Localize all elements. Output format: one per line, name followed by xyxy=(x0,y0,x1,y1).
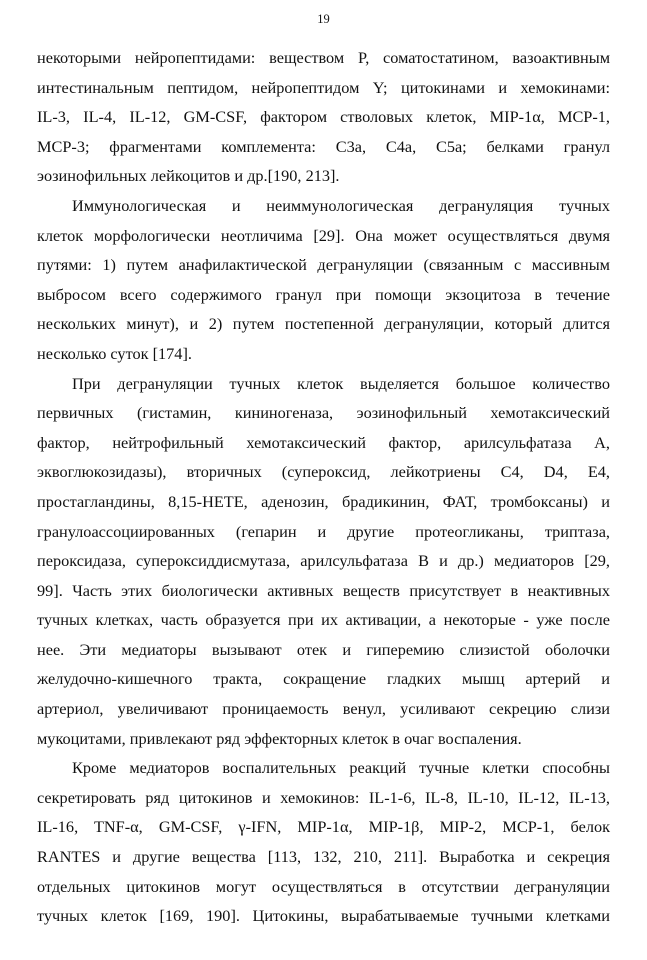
text-line: гранулоассоциированных (гепарин и другие протеогликаны, триптаза, xyxy=(37,521,610,541)
text-line: несколько суток [174]. xyxy=(37,343,192,363)
text-line: желудочно-кишечного тракта, сокращение гладких мышц артерий и xyxy=(37,669,610,689)
paragraph xyxy=(37,191,610,369)
text-line: тучных клетках, часть образуется при их активации, а некоторые - уже после xyxy=(37,610,610,630)
text-line: отдельных цитокинов могут осуществляться в отсутствии дегрануляции xyxy=(37,876,610,896)
text-line: мукоцитами, привлекают ряд эффекторных клеток в очаг воспаления. xyxy=(37,728,522,748)
text-line: нескольких минут), и 2) путем постепенной дегрануляции, который длится xyxy=(37,314,610,334)
text-line: эквоглюкозидазы), вторичных (супероксид, лейкотриены С4, D4, E4, xyxy=(37,462,610,482)
paragraph xyxy=(37,43,610,191)
text-line: выбросом всего содержимого гранул при помощи экзоцитоза в течение xyxy=(37,284,610,304)
text-line: При дегрануляции тучных клеток выделяется большое количество xyxy=(72,373,610,393)
text-line: клеток морфологически неотличима [29]. Она может осуществляться двумя xyxy=(37,225,610,245)
text-line: IL-3, IL-4, IL-12, GM-CSF, фактором стволовых клеток, MIP-1α, MCP-1, xyxy=(37,107,610,127)
page-number: 19 xyxy=(317,12,330,26)
text-line: Иммунологическая и неиммунологическая дегрануляция тучных xyxy=(72,195,610,215)
text-line: эозинофильных лейкоцитов и др.[190, 213]. xyxy=(37,166,340,186)
text-line: путями: 1) путем анафилактической дегрануляции (связанным с массивным xyxy=(37,255,610,275)
text-line: первичных (гистамин, кининогеназа, эозинофильный хемотаксический xyxy=(37,403,610,423)
paragraph xyxy=(37,753,610,931)
text-line: MCP-3; фрагментами комплемента: C3a, C4a, C5a; белками гранул xyxy=(37,136,610,156)
text-line: простагландины, 8,15-НЕТЕ, аденозин, брадикинин, ФАТ, тромбоксаны) и xyxy=(37,491,610,511)
text-line: Кроме медиаторов воспалительных реакций тучные клетки способны xyxy=(72,758,610,778)
text-line: пероксидаза, супероксиддисмутаза, арилсульфатаза В и др.) медиаторов [29, xyxy=(37,551,610,571)
text-line: некоторыми нейропептидами: веществом P, соматостатином, вазоактивным xyxy=(37,48,610,67)
document-body xyxy=(37,43,610,931)
text-line: фактор, нейтрофильный хемотаксический фактор, арилсульфатаза А, xyxy=(37,432,610,452)
text-line: артериол, увеличивают проницаемость венул, усиливают секрецию слизи xyxy=(37,699,610,719)
paragraph xyxy=(37,369,610,754)
text-line: 99]. Часть этих биологически активных веществ присутствует в неактивных xyxy=(37,580,610,600)
text-line: интестинальным пептидом, нейропептидом Y; цитокинами и хемокинами: xyxy=(37,77,610,97)
text-line: RANTES и другие вещества [113, 132, 210, 211]. Выработка и секреция xyxy=(37,847,610,867)
text-line: секретировать ряд цитокинов и хемокинов: IL-1-6, IL-8, IL-10, IL-12, IL-13, xyxy=(37,787,610,807)
text-line: тучных клеток [169, 190]. Цитокины, вырабатываемые тучными клетками xyxy=(37,906,610,926)
text-line: IL-16, TNF-α, GM-CSF, γ-IFN, MIP-1α, MIP-1β, MIP-2, MCP-1, белок xyxy=(37,817,610,837)
text-line: нее. Эти медиаторы вызывают отек и гиперемию слизистой оболочки xyxy=(37,639,610,659)
